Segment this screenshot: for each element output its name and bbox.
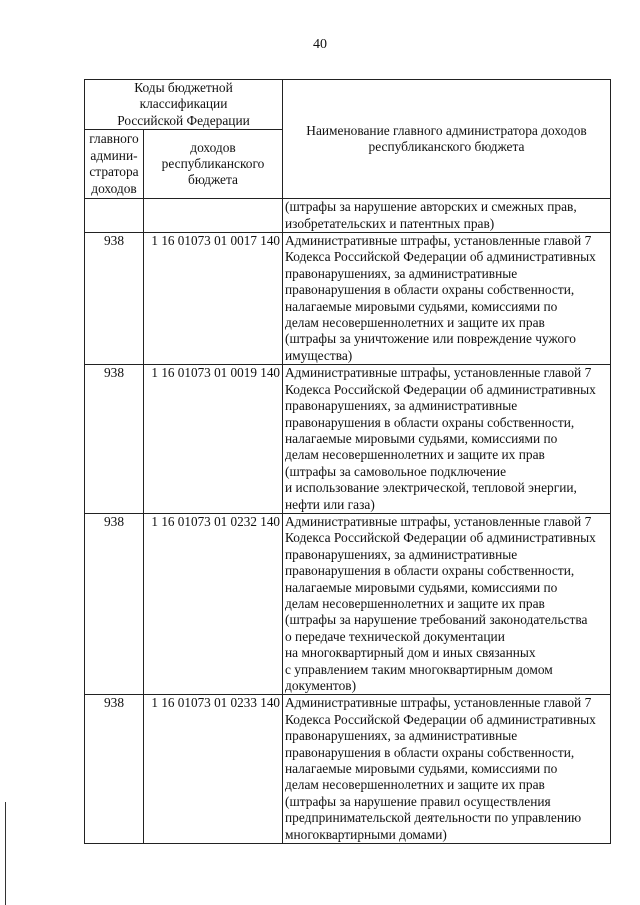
admin-name-line: изобретательских и патентных прав) [285, 215, 495, 231]
admin-name-line: правонарушениях, за административные [285, 265, 518, 281]
admin-name-line: (штрафы за нарушение требований законодательства [285, 612, 588, 628]
admin-name-line: и использование электрической, тепловой энергии, [285, 480, 577, 496]
header-admin-name-line: республиканского бюджета [368, 139, 525, 155]
income-code-cell: 1 16 01073 01 0232 140 [144, 513, 283, 694]
header-main-admin [85, 130, 144, 199]
admin-name-cell [283, 199, 611, 233]
header-budget-codes-line: Российской Федерации [117, 112, 250, 128]
admin-name-line: Административные штрафы, установленные главой 7 [285, 233, 592, 249]
income-code-cell: 1 16 01073 01 0233 140 [144, 695, 283, 844]
header-republic-income-line: бюджета [188, 172, 238, 188]
admin-name-cell [283, 233, 611, 365]
admin-name-line: правонарушения в области охраны собственности, [285, 744, 575, 760]
admin-name-line: Кодекса Российской Федерации об административных [285, 381, 596, 397]
admin-name-line: налагаемые мировыми судьями, комиссиями по [285, 430, 558, 446]
header-row-group [85, 80, 611, 130]
table-row [85, 513, 611, 694]
admin-name-line: нефти или газа) [285, 496, 375, 512]
header-main-admin-line: админи- [90, 147, 138, 163]
header-admin-name [283, 80, 611, 199]
admin-name-cell [283, 695, 611, 844]
income-code-cell: 1 16 01073 01 0019 140 [144, 365, 283, 514]
admin-name-line: с управлением таким многоквартирным домом [285, 661, 553, 677]
admin-code-cell: 938 [85, 513, 144, 694]
admin-name-line: предпринимательской деятельности по управлению [285, 810, 582, 826]
admin-name-line: многоквартирными домами) [285, 826, 447, 842]
admin-name-line: (штрафы за нарушение авторских и смежных прав, [285, 199, 577, 215]
header-budget-codes [85, 80, 283, 130]
admin-name-line: о передаче технической документации [285, 628, 505, 644]
admin-name-line: имущества) [285, 347, 353, 363]
admin-code-cell: 938 [85, 695, 144, 844]
admin-name-line: (штрафы за нарушение правил осуществления [285, 793, 551, 809]
income-code-cell [144, 199, 283, 233]
admin-code-cell: 938 [85, 233, 144, 365]
admin-name-line: Кодекса Российской Федерации об административных [285, 711, 596, 727]
admin-code-cell [85, 199, 144, 233]
admin-name-line: делам несовершеннолетних и защите их прав [285, 447, 545, 463]
table-body [85, 199, 611, 844]
admin-name-line: на многоквартирный дом и иных связанных [285, 645, 536, 661]
admin-name-line: документов) [285, 678, 357, 693]
admin-name-line: налагаемые мировыми судьями, комиссиями по [285, 298, 558, 314]
header-main-admin-line: доходов [91, 180, 137, 196]
admin-name-line: Административные штрафы, установленные главой 7 [285, 365, 592, 381]
header-main-admin-line: главного [89, 131, 139, 147]
admin-name-line: делам несовершеннолетних и защите их прав [285, 777, 545, 793]
admin-name-line: правонарушения в области охраны собственности, [285, 282, 575, 298]
budget-classification-table [84, 79, 611, 844]
scan-edge-line [5, 802, 6, 905]
admin-name-line: налагаемые мировыми судьями, комиссиями по [285, 579, 558, 595]
table-row [85, 233, 611, 365]
header-republic-income [144, 130, 283, 199]
header-admin-name-line: Наименование главного администратора доходов [306, 122, 587, 138]
income-code-cell: 1 16 01073 01 0017 140 [144, 233, 283, 365]
header-main-admin-line: стратора [89, 164, 139, 180]
admin-name-line: делам несовершеннолетних и защите их прав [285, 315, 545, 331]
admin-name-line: Административные штрафы, установленные главой 7 [285, 513, 592, 529]
admin-name-line: правонарушения в области охраны собственности, [285, 414, 575, 430]
table-row [85, 695, 611, 844]
header-budget-codes-line: Коды бюджетной [134, 80, 233, 95]
table-row [85, 199, 611, 233]
admin-name-line: правонарушениях, за административные [285, 728, 518, 744]
admin-name-cell [283, 513, 611, 694]
table-row [85, 365, 611, 514]
admin-code-cell: 938 [85, 365, 144, 514]
admin-name-line: делам несовершеннолетних и защите их прав [285, 595, 545, 611]
header-republic-income-line: республиканского [161, 156, 265, 172]
admin-name-line: (штрафы за уничтожение или повреждение чужого [285, 331, 577, 347]
admin-name-line: Кодекса Российской Федерации об административных [285, 249, 596, 265]
header-republic-income-line: доходов [190, 139, 236, 155]
admin-name-line: правонарушения в области охраны собственности, [285, 563, 575, 579]
admin-name-line: Кодекса Российской Федерации об административных [285, 530, 596, 546]
admin-name-line: (штрафы за самовольное подключение [285, 463, 507, 479]
admin-name-line: налагаемые мировыми судьями, комиссиями по [285, 761, 558, 777]
header-budget-codes-line: классификации [139, 96, 228, 112]
admin-name-line: правонарушениях, за административные [285, 546, 518, 562]
admin-name-cell [283, 365, 611, 514]
admin-name-line: правонарушениях, за административные [285, 398, 518, 414]
admin-name-line: Административные штрафы, установленные главой 7 [285, 695, 592, 711]
page-number: 40 [313, 37, 327, 52]
